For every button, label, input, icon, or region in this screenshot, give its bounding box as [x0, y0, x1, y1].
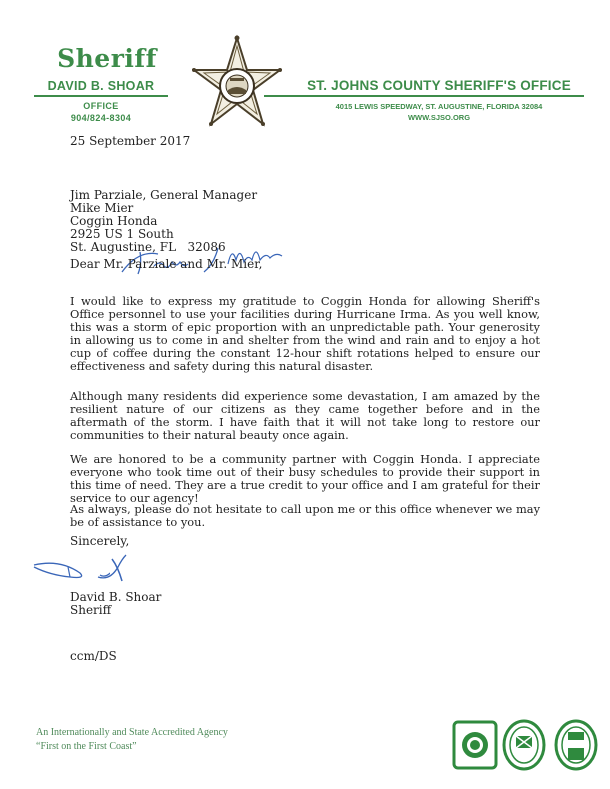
letter-date: 25 September 2017 [70, 134, 191, 148]
signer-title: Sheriff [70, 603, 112, 617]
body-paragraph-2: Although many residents did experience some devastation, I am amazed by the resilient nature of our citizens as they came together before and in the aftermath of the storm. I have faith that it will not take long to restore our communities to their natural beauty once again. [70, 389, 540, 442]
salutation: Dear Mr. Parziale and Mr. Mier, [70, 257, 263, 271]
signer-name: David B. Shoar [70, 590, 162, 604]
recipient-line: Coggin Honda [70, 214, 158, 228]
body-paragraph-3: We are honored to be a community partner with Coggin Honda. I appreciate everyone who took time out of their busy schedules to provide their support in this time of need. They are a true credit to your office and I am grateful for their service to our agency! [70, 452, 540, 505]
reference-initials: ccm/DS [70, 649, 117, 663]
body-paragraph-1: I would like to express my gratitude to Coggin Honda for allowing Sheriff's Office personnel to use your facilities during Hurricane Irma. As you well know, this was a storm of epic proportion with an unpredictable path. Your generosity in allowing us to come in and shelter from the wind and rain and to enjoy a hot cup of coffee during the constant 12-hour shift rotations helped to ensure our effectiveness and safety during this natural disaster. [70, 294, 540, 373]
agency-address: 4015 LEWIS SPEEDWAY, ST. AUGUSTINE, FLORIDA 32084 [335, 102, 543, 111]
letterhead-address-block [294, 101, 584, 123]
recipient-line: 2925 US 1 South [70, 227, 174, 241]
letterhead-sheriff-name: DAVID B. SHOAR [47, 79, 155, 93]
recipient-line: Jim Parziale, General Manager [70, 188, 258, 202]
handwritten-signature-mark-icon [96, 553, 136, 583]
footer-motto: “First on the First Coast” [36, 741, 137, 752]
footer-text [36, 726, 228, 754]
closing: Sincerely, [70, 534, 130, 548]
accreditation-seal-2-icon [504, 721, 544, 769]
recipient-line: St. Augustine, FL 32086 [70, 240, 226, 254]
recipient-line: Mike Mier [70, 201, 134, 215]
letterhead-agency-name: ST. JOHNS COUNTY SHERIFF'S OFFICE [307, 78, 571, 93]
body-paragraph-4: As always, please do not hesitate to call upon me or this office whenever we may be of assistance to you. [70, 502, 540, 529]
accreditation-seal-1-icon [454, 722, 496, 768]
letterhead-office-block [34, 100, 168, 124]
letterhead-sheriff-title: Sheriff [57, 44, 157, 73]
sheriff-star-badge-icon [192, 34, 282, 134]
agency-website: WWW.SJSO.ORG [407, 113, 471, 122]
accreditation-seals [452, 716, 602, 774]
office-label: OFFICE [83, 101, 119, 111]
footer-accreditation: An Internationally and State Accredited Agency [36, 727, 228, 738]
letterhead-rule-left [34, 95, 168, 97]
signer-block [70, 591, 161, 617]
office-phone: 904/824-8304 [70, 113, 132, 123]
accreditation-seal-3-icon [556, 721, 596, 769]
letterhead-rule-right [264, 95, 584, 97]
